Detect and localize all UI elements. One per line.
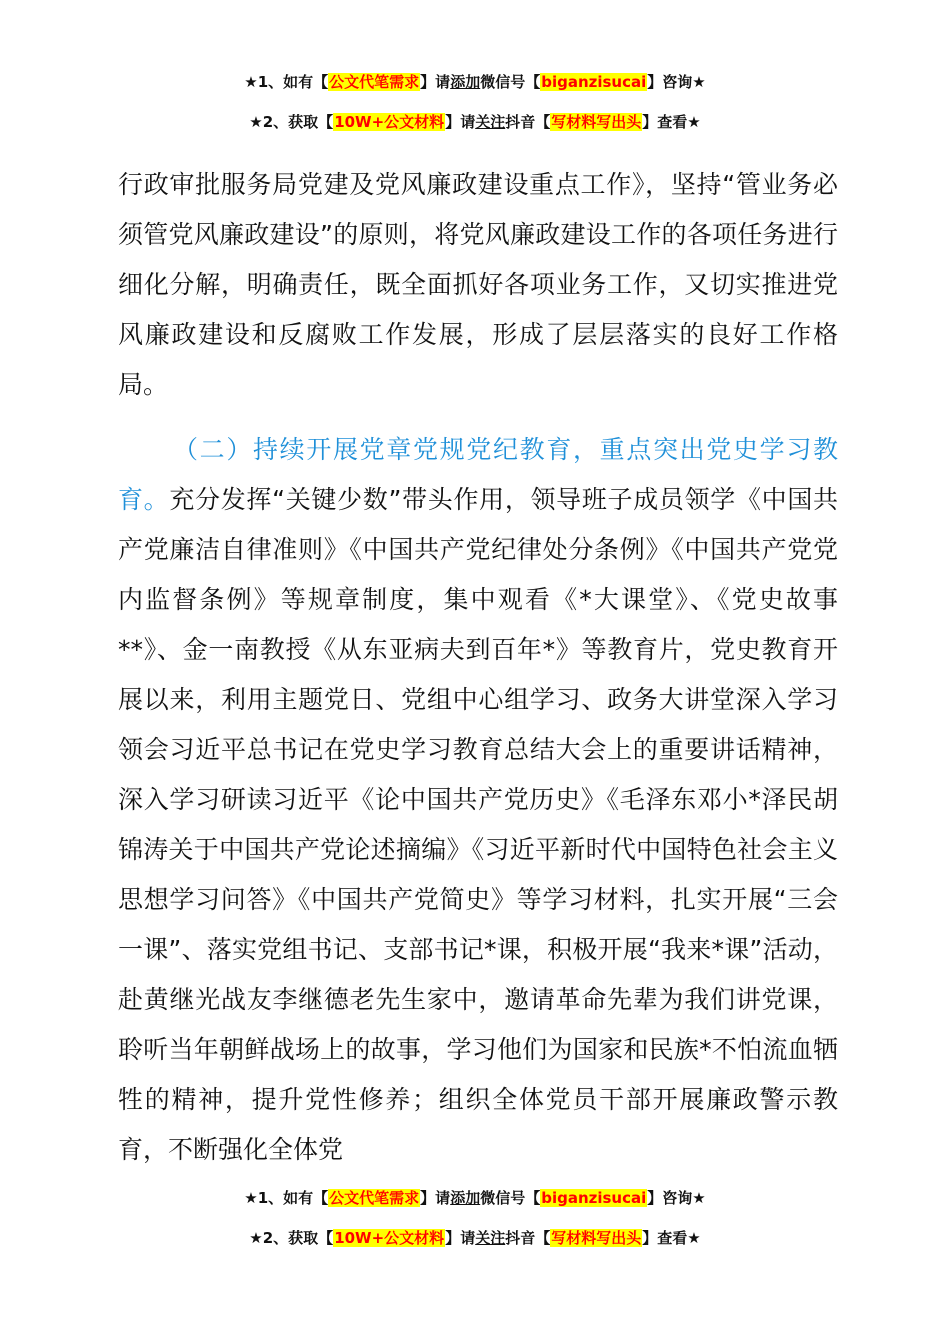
banner-text: 抖音【: [505, 113, 551, 131]
banner-highlight: 公文代笔需求: [329, 1189, 420, 1207]
banner-text: 】请: [420, 1189, 451, 1207]
banner-text: 微信号【: [480, 73, 541, 91]
promo-banner-line-1-bottom: [0, 1187, 950, 1209]
banner-prefix: ★2、获取【: [249, 113, 334, 131]
banner-text: 】请: [445, 113, 476, 131]
banner-emphasis: 关注: [475, 113, 506, 131]
paragraph-2-text: 充分发挥“关键少数”带头作用，领导班子成员领学《中国共产党廉洁自律准则》《中国共产党纪律处分条例》《中国共产党党内监督条例》等规章制度，集中观看《*大课堂》、《党史故事**》、金一南教授《从东亚病夫到百年*》等教育片，党史教育开展以来，利用主题党日、党组中心组学习、政务大讲堂深入学习领会习近平总书记在党史学习教育总结大会上的重要讲话精神，深入学习研读习近平《论中国共产党历史》《毛泽东邓小*泽民胡锦涛关于中国共产党论述摘编》《习近平新时代中国特色社会主义思想学习问答》《中国共产党简史》等学习材料，扎实开展“三会一课”、落实党组书记、支部书记*课，积极开展“我来*课”活动，赴黄继光战友李继德老先生家中，邀请革命先辈为我们讲党课，聆听当年朝鲜战场上的故事，学习他们为国家和民族*不怕流血牺牲的精神，提升党性修养；组织全体党员干部开展廉政警示教育，不断强化全体党: [118, 485, 838, 1164]
banner-text: 】请: [420, 73, 451, 91]
banner-highlight: 写材料写出头: [551, 1229, 642, 1247]
document-body: [118, 160, 838, 1175]
banner-prefix: ★1、如有【: [244, 1189, 329, 1207]
banner-text: 抖音【: [505, 1229, 551, 1247]
banner-prefix: ★1、如有【: [244, 73, 329, 91]
banner-suffix: 】查看★: [642, 1229, 701, 1247]
banner-prefix: ★2、获取【: [249, 1229, 334, 1247]
section-heading: （二）持续开展党章党规党纪教育，重点突出党史学习教育。: [118, 435, 838, 514]
banner-highlight: 公文代笔需求: [329, 73, 420, 91]
banner-text: 】请: [445, 1229, 476, 1247]
banner-highlight: 10W+公文材料: [334, 1229, 445, 1247]
banner-emphasis: 关注: [475, 1229, 506, 1247]
banner-emphasis: 添加: [450, 73, 481, 91]
banner-highlight: 10W+公文材料: [334, 113, 445, 131]
banner-emphasis: 添加: [450, 1189, 481, 1207]
banner-text: 微信号【: [480, 1189, 541, 1207]
banner-highlight: 写材料写出头: [551, 113, 642, 131]
banner-suffix: 】咨询★: [647, 1189, 706, 1207]
paragraph-2: [118, 425, 838, 1175]
banner-highlight: biganzisucai: [541, 73, 647, 91]
banner-suffix: 】咨询★: [647, 73, 706, 91]
promo-banner-line-2: [0, 111, 950, 133]
banner-highlight: biganzisucai: [541, 1189, 647, 1207]
promo-banner-line-1: [0, 71, 950, 93]
promo-banner-line-2-bottom: [0, 1227, 950, 1249]
banner-suffix: 】查看★: [642, 113, 701, 131]
paragraph-1: 行政审批服务局党建及党风廉政建设重点工作》，坚持“管业务必须管党风廉政建设”的原则，将党风廉政建设工作的各项任务进行细化分解，明确责任，既全面抓好各项业务工作，又切实推进党风廉政建设和反腐败工作发展，形成了层层落实的良好工作格局。: [118, 170, 838, 399]
